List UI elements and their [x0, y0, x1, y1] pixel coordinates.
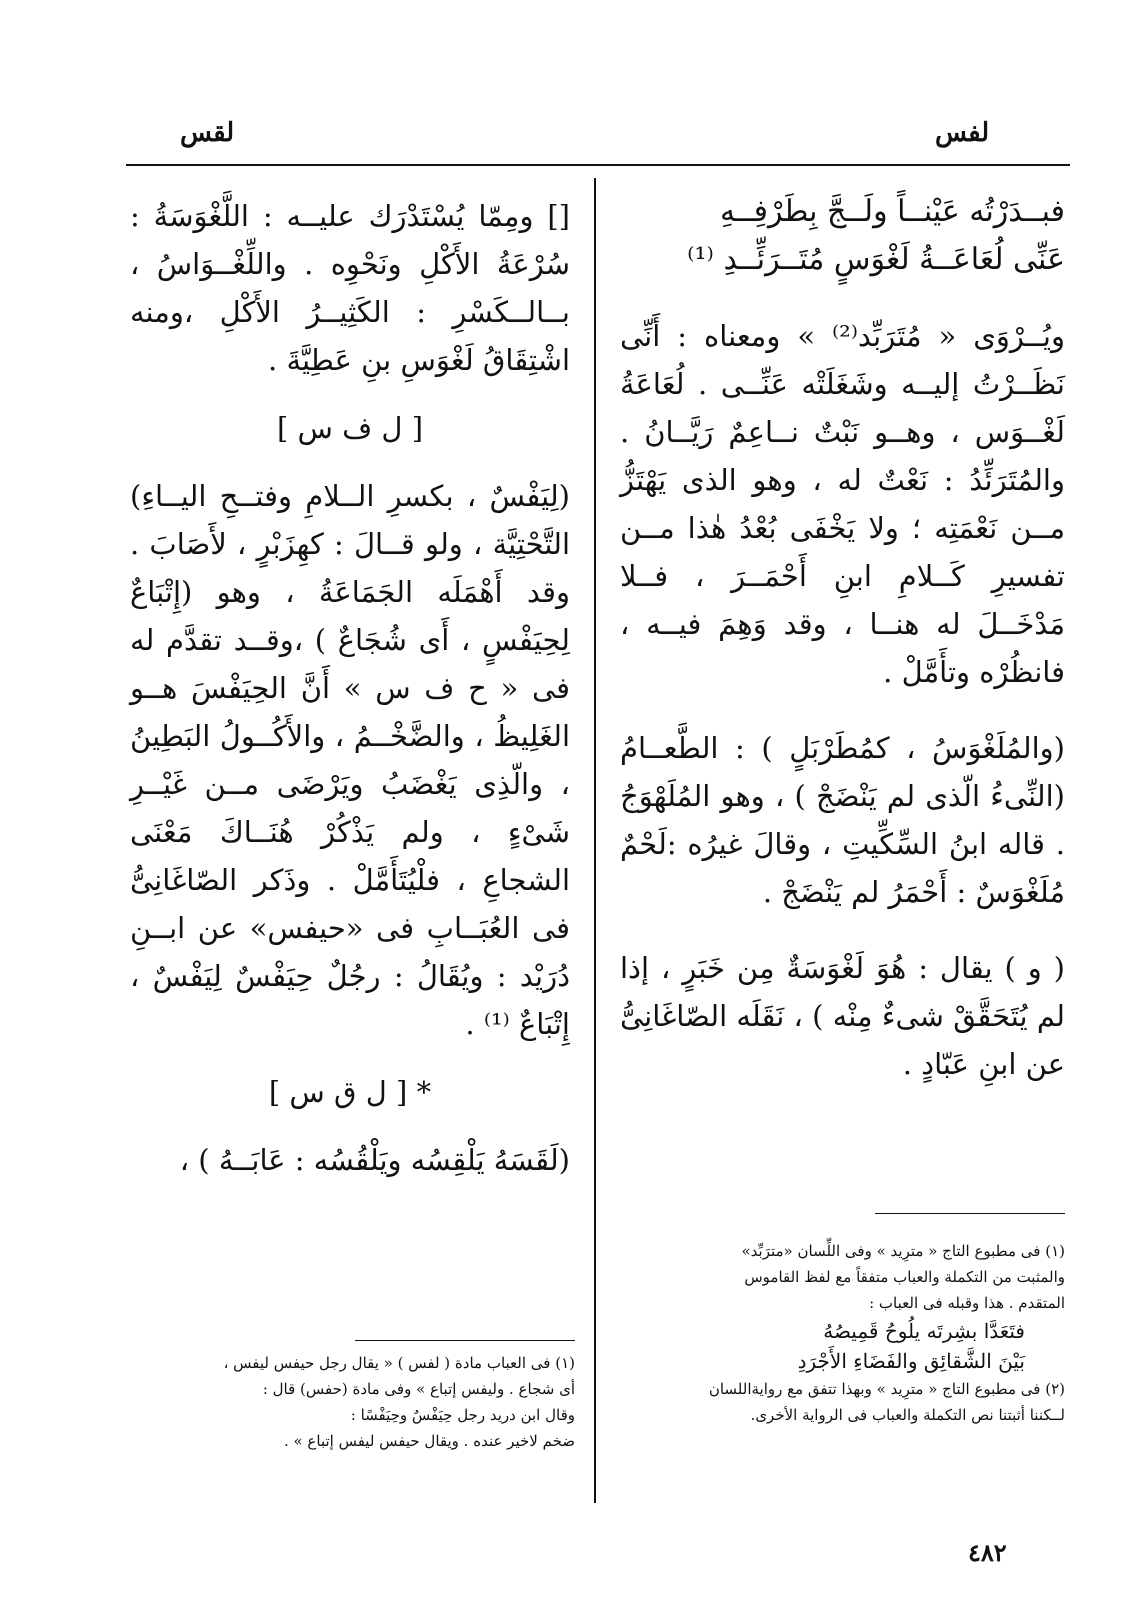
footnote-line: (١) فى العباب مادة ( لفس ) « يقال رجل حيفس ليفس ، — [223, 1354, 575, 1372]
body-paragraph: (لَقَسَهُ يَلْقِسُه ويَلْقُسُه : عَابَــهُ ) ، — [179, 1143, 570, 1177]
column-divider — [594, 178, 596, 1503]
page-number: ٤٨٢ — [968, 1538, 1007, 1567]
body-paragraph: ويُــرْوَى « مُتَرَبِّد⁽²⁾ » ومعناه : أَنِّى نَظَــرْتُ إليــه وشَغَلَتْه عَنِّــى . لُعَاعَةُ لَغْــوَس ، وهــو نَبْتٌ نــاعِمٌ رَيَّــانُ . والمُتَرَئِّدُ : نَعْتٌ له ، وهو الذى يَهْتَزُّ مــن نَعْمَتِه ؛ ولا يَخْفَى بُعْدُ هٰذا مــن تفسيرِ كَــلامِ ابنِ أَحْمَــرَ ، فــلا مَدْخَــلَ له هنــا ، وقد وَهِمَ فيــه ، فانظُرْه وتأَمَّلْ . — [620, 319, 1065, 689]
right-column — [620, 188, 1065, 1088]
running-head-left: لقس — [180, 118, 235, 148]
footnote-line: أى شجاع . وليفس إتباع » وفى مادة (حفس) قال : — [262, 1380, 575, 1398]
entry-heading: [ ل ف س ] — [276, 411, 424, 445]
body-paragraph: [] ومِمّا يُسْتَدْرَك عليــه : اللَّغْوَسَةُ : سُرْعَةُ الأَكْلِ ونَحْوِه . واللِّغْــوَاسُ ، بــالــكَسْرِ : الكَثِيــرُ الأَكْلِ ،ومنه اشْتِقَاقُ لَغْوَسِ بنِ عَطِيَّةَ . — [130, 199, 570, 377]
body-paragraph: (لِيَفْسٌ ، بكسرِ الــلامِ وفتــحِ اليــاءِ) التَّحْتِيَّة ، ولو قــالَ : كهِزَبْرٍ ، لأَصَابَ . وقد أَهْمَلَه الجَمَاعَةُ ، وهو (إِتْبَاعٌ لِحِيَفْسٍ ، أَى شُجَاعٌ ) ،وقــد تقدَّم له فى « ح ف س » أَنَّ الحِيَفْسَ هــو الغَلِيظُ ، والضَّخْــمُ ، والأَكُــولُ البَطِينُ ، والّذِى يَغْضَبُ ويَرْضَى مــن غَيْــرِ شَىْءٍ ، ولم يَذْكُرْ هُنَــاكَ مَعْنَى الشجاعِ ، فلْيُتَأَمَّلْ . وذَكر الصّاغَانِىُّ فى العُبَــابِ فى «حيفس» عن ابــنِ دُرَيْد : ويُقَالُ : رجُلٌ حِيَفْسٌ لِيَفْسٌ ، إِتْبَاعٌ ⁽¹⁾ . — [130, 479, 570, 1041]
footnotes-left — [125, 1350, 575, 1454]
footnotes-right — [610, 1238, 1065, 1428]
left-column — [130, 192, 570, 1184]
footnote-line: ضخم لاخير عنده . ويقال حيفس ليفس إتباع » . — [283, 1432, 575, 1450]
running-head-right: لفس — [935, 118, 990, 148]
footnote-verse: بَيْنَ الشَّقائِق والفَضَاءِ الأَجْرَدِ — [797, 1349, 1025, 1373]
entry-heading: * [ ل ق س ] — [268, 1075, 432, 1109]
verse-line: فبــدَرْتُه عَيْنــاً ولَــجَّ بِطَرْفِــهِ — [719, 194, 1065, 229]
footnote-line: المتقدم . هذا وقبله فى العباب : — [869, 1294, 1065, 1312]
footnote-rule — [875, 1213, 1065, 1214]
header-rule — [126, 164, 1070, 166]
footnote-line: لــكننا أثبتنا نص التكملة والعباب فى الرواية الأخرى. — [750, 1406, 1065, 1424]
footnote-line: (٢) فى مطبوع التاج « مترِيد » وبهذا تتفق مع روايةاللسان — [708, 1380, 1065, 1398]
footnote-line: والمثبت من التكملة والعباب متفقاً مع لفظ القاموس — [744, 1268, 1065, 1286]
body-paragraph: ( و ) يقال : هُوَ لَغْوَسَةٌ مِن خَبَرٍ ، إذا لم يُتَحَقَّقْ شىءٌ مِنْه ) ، نَقَلَه الصّاغَانِىُّ عن ابنِ عَبّادٍ . — [620, 951, 1065, 1081]
footnote-verse: فتَعَدَّا بشِرتَه يلُوحُ قَمِيصُهُ — [823, 1319, 1025, 1343]
body-paragraph: (والمُلَغْوَسُ ، كمُطَرْبَلٍ ) : الطَّعــامُ (النِّىءُ الّذى لم يَنْضَجْ ) ، وهو المُلَهْوَجُ . قاله ابنُ السِّكِّيتِ ، وقالَ غيرُه :لَحْمٌ مُلَغْوَسٌ : أَحْمَرُ لم يَنْضَجْ . — [620, 731, 1065, 909]
verse-line: عَنِّى لُعَاعَــةُ لَغْوَسٍ مُتَــرَئِّــدِ ⁽¹⁾ — [687, 242, 1065, 277]
footnote-line: (١) فى مطبوع التاج « مترِيد » وفى اللِّسان «مترَبِّد» — [741, 1242, 1065, 1260]
footnote-line: وقال ابن دريد رجل حِيَفْسٌ وحِيَفْسًا : — [350, 1406, 575, 1424]
footnote-rule — [355, 1340, 575, 1341]
